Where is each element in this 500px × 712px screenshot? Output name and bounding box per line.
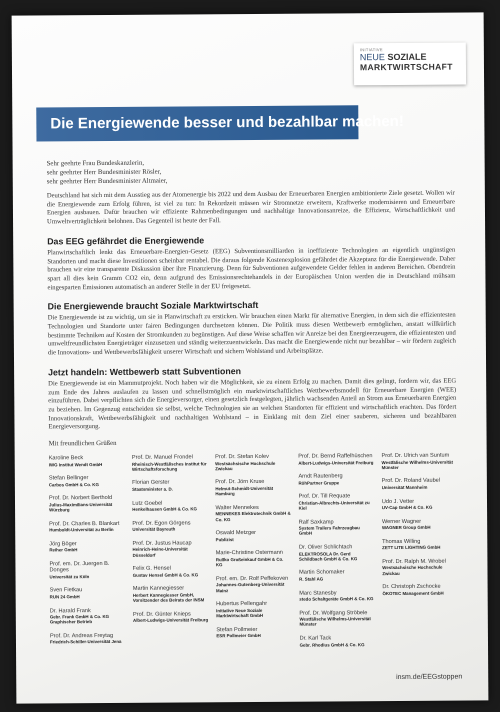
signatory-name: Lutz Goebel (132, 500, 163, 507)
signatory-name: Arndt Rautenberg (298, 473, 343, 480)
signatory (215, 505, 290, 523)
signatory-organization: System Trailers Fahrzeugbau GmbH (298, 525, 360, 537)
signatory-name: Werner Wagner (381, 518, 422, 525)
signatory-organization: Carbos GmbH & Co. KG (48, 481, 99, 488)
signatory (300, 635, 375, 647)
section-heading: Jetzt handeln: Wettbewerb statt Subventionen (48, 365, 242, 378)
signatory-organization: Westfälische Wilhelms-Universität Münster (299, 616, 371, 628)
section-paragraph: Die Energiewende ist zu wichtig, um sie in Planwirtschaft zu ersticken. Wir brauchen einen Markt für alternative Energien, in dem sich die effizientesten Technologien und Standorte unter fairen Bedingungen durchsetzen können. Die Politik muss diesen Wettbewerb ermöglichen, anstatt willkürlich bestimmte Techniken auf Kosten der Stromkunden zu begünstigen. Auf diese Weise schaffen wir Anreize bei den Energieerzeugern, die effizientesten und umweltfreundlichsten Energieträger einzusetzen und ständig weiterzuentwickeln. Das macht die Energiewende nicht nur bezahlbar – wir fördern zugleich die Innovations- und Wettbewerbsfähigkeit unserer Wirtschaft und sichern Wohlstand und Arbeitsplätze. (47, 311, 456, 357)
signatory-name: Prof. Dr. Bernd Raffelhüschen (298, 453, 373, 460)
signatory (299, 570, 374, 582)
campaign-link[interactable]: insm.de/EEGstoppen (396, 673, 463, 681)
signatory-name: Ralf Saxkamp (298, 519, 334, 526)
signatory-name: Thomas Willing (382, 538, 421, 545)
signatory (382, 478, 457, 490)
signatory (50, 607, 125, 625)
signatory (299, 610, 374, 628)
signatory-name: Dr. Harald Frank (49, 607, 91, 614)
signatory-name: Felix G. Hensel (132, 565, 171, 572)
signatory-grid (49, 453, 458, 658)
signatory (216, 575, 291, 593)
salutation: Sehr geehrte Frau Bundeskanzlerin, sehr geehrter Herr Bundesminister Rösler, sehr geehrter Herr Bundesminister Altmaier, (46, 159, 168, 186)
signatory-organization: ZETT LITE LIGHTING GmbH (382, 544, 441, 551)
letter-sheet (12, 12, 489, 703)
signatory (216, 626, 291, 638)
signatory-organization: Julius-Maximilians-Universität Würzburg (49, 501, 113, 513)
signatory (133, 586, 208, 604)
logo-line-2: MARKTWIRTSCHAFT (359, 61, 453, 73)
signatory-organization: MENNEKES Elektrotechnik GmbH & Co. KG (215, 511, 291, 522)
signatory (49, 455, 124, 467)
letter-body (47, 157, 458, 658)
signatory (299, 590, 374, 602)
signatory-organization: Publizist (215, 536, 234, 542)
signatory (132, 454, 207, 472)
signatory-name: Hubertus Pellengahr (216, 600, 268, 608)
signatory-organization: Christian-Albrechts-Universität zu Kiel (298, 499, 370, 511)
signatory (299, 519, 374, 537)
signatory-name: Dr. Karl Tack (299, 635, 332, 642)
signatory-organization: Herbert Kannegiesser GmbH, Vorsitzender des Beirats der INSM (132, 592, 205, 603)
signatory-organization: Reiher GmbH (49, 547, 78, 553)
signatory-name: Prof. Dr. Manuel Frondel (131, 454, 193, 461)
section-paragraph: Die Energiewende ist ein Mammutprojekt. Noch haben wir die Möglichkeit, sie zu einem Erfolg zu machen. Damit dies gelingt, fordern wir, das EEG zum Ende des Jahres auslaufen zu lassen und schnellstmöglich ein marktwirtschaftliches Wettbewerbsmodell für Erneuerbare Energien (WEE) einzuführen. Dabei verpflichten sich die Energieversorger, einen gesetzlich festgelegten, jährlich wachsenden Anteil an Strom aus Erneuerbaren Energien zu beziehen. Im Gegenzug entscheiden sie selbst, welche Technologien sie an welchen Standorten für effizient und wirtschaftlich erachten. Das fördert Innovationskraft, Wettbewerbsfähigkeit und nachhaltigen Wohlstand – in Einklang mit dem Ziel einer sauberen, sicheren und bezahlbaren Energieversorgung. (48, 377, 457, 431)
signatory-name: Marc Stanesby (299, 589, 337, 597)
signatory-column (49, 455, 126, 658)
signatory-column (298, 453, 375, 656)
signatory-name: Stefan Pollmeier (216, 626, 258, 633)
signatory (298, 473, 373, 485)
signatory-organization: Westfälische Wilhelms-Universität Münster (381, 459, 453, 470)
signatory-name: Prof. Dr. Roland Vaubel (381, 478, 441, 485)
signatory-name: Udo J. Vetter (381, 498, 415, 505)
signatory-name: Prof. Dr. Till Requate (298, 493, 351, 500)
signatory-organization: ESR Pollmeier GmbH (216, 632, 261, 639)
signatory (382, 538, 457, 550)
signatory-organization: Westsächsische Hochschule Zwickau (382, 564, 443, 576)
signatory (133, 611, 208, 623)
signatory (382, 558, 457, 576)
signatory (382, 518, 457, 530)
signatory-name: Prof. Dr. Ralph M. Wrobel (382, 558, 446, 565)
closing-greeting: Mit freundlichen Grüßen (48, 439, 117, 448)
signatory-name: Prof. Dr. Ulrich van Suntum (381, 452, 450, 460)
signatory (216, 550, 291, 568)
signatory-organization: Gebr. Rhodius GmbH & Co. KG (299, 641, 365, 648)
logo-small-text: INITIATIVE (359, 47, 383, 53)
intro-paragraph: Deutschland hat sich mit dem Ausstieg aus der Atomenergie bis 2022 und dem Ausbau der Erneuerbaren Energien ambitionierte Ziele gesetzt. Wollen wir die Energiewende zum Erfolg führen, ist viel zu tun: In Rekordzeit müssen wir Stromnetze erweitern, Kraftwerke modernisieren und Erneuerbare Energien ausbauen. Dafür brauchen wir effiziente Rahmenbedingungen und nachhaltige Innovationsanreize, die Effizienz, Wirtschaftlichkeit und Umweltverträglichkeit belohnen. Das Gegenteil ist heute der Fall. (46, 189, 455, 226)
signatory-organization: Universität zu Köln (49, 573, 90, 580)
signatory-name: Stefan Bellinger (48, 475, 89, 482)
signatory (50, 587, 125, 599)
signatory-column (381, 453, 458, 656)
signatory-name: Sven Fietkau (49, 587, 83, 594)
insm-logo (354, 42, 466, 85)
signatory-organization: ELEKTROSOLA Dr. Gerd Schildbach GmbH & Co. KG (298, 550, 358, 562)
signatory (49, 521, 124, 533)
signatory-name: Prof. Dr. Charles B. Blankart (49, 520, 120, 528)
signatory-organization: Rullko Großeinkauf GmbH & Co. KG (215, 556, 284, 568)
signatory-organization: Albert-Ludwigs-Universität Freiburg (298, 459, 374, 466)
signatory-organization: UV-Cap GmbH & Co. KG (381, 504, 433, 511)
signatory (49, 475, 124, 487)
section-heading: Das EEG gefährdet die Energiewende (47, 235, 205, 247)
signatory-name: Prof. Dr. Stefan Kolev (215, 453, 269, 461)
signatory-organization: Gebr. Frank GmbH & Co. KG Graphischer Betrieb (49, 614, 110, 625)
signatory-organization: Initiative Neue Soziale Marktwirtschaft GmbH (216, 607, 264, 619)
signatory-name: Martin Schomaker (299, 569, 345, 577)
signatory-organization: Friedrich-Schiller-Universität Jena (49, 639, 122, 645)
signatory (215, 479, 290, 497)
signatory-name: Prof. Dr. Egon Görgens (132, 520, 191, 527)
signatory (49, 541, 124, 553)
signatory-organization: stedo Schaltgeräte GmbH & Co. KG (299, 596, 374, 602)
signatory-name: Martin Kannegiesser (132, 585, 185, 593)
signatory-organization: Humboldt-Universität zu Berlin (49, 527, 114, 533)
signatory-name: Karoline Beck (48, 455, 84, 462)
signatory-name: Prof. Dr. Norbert Berthold (48, 495, 113, 502)
signatory-name: Florian Gerster (132, 480, 170, 487)
signatory-name: Marie-Christine Ostermann (215, 550, 283, 557)
signatory-name: Prof. em. Dr. Rolf Peffekoven (215, 575, 289, 582)
logo-line-1: NEUE SOZIALE (359, 51, 427, 63)
signatory-organization: Gustav Hensel GmbH & Co. KG (132, 571, 199, 578)
signatory (132, 500, 207, 512)
signatory-name: Prof. Dr. Andreas Freytag (49, 632, 114, 640)
signatory-organization: Staatsminister a. D. (132, 486, 173, 492)
signatory (50, 633, 125, 645)
signatory (132, 480, 207, 492)
signatory (299, 493, 374, 511)
signatory (49, 495, 124, 513)
headline-banner: Die Energiewende besser und bezahlbar machen! (36, 105, 358, 141)
signatory-organization: Helmut-Schmidt-Universität Hamburg (215, 485, 274, 497)
signatory-column (215, 454, 292, 657)
signatory-name: Dr. Christoph Zschocke (382, 583, 441, 591)
signatory (299, 544, 374, 562)
signatory (382, 584, 457, 596)
signatory-name: Oswald Metzger (215, 530, 257, 537)
signatory-organization: Westsächsische Hochschule Zwickau (215, 460, 276, 472)
signatory (216, 530, 291, 542)
signatory-name: Prof. Dr. Günter Knieps (132, 611, 191, 618)
signatory-organization: Albert-Ludwigs-Universität Freiburg (133, 617, 209, 623)
signatory-name: Prof. em. Dr. Juergen B. Donges (49, 560, 110, 574)
signatory-organization: Universität Bayreuth (132, 526, 176, 532)
signatory-organization: Henkelhausen GmbH & Co. KG (132, 506, 197, 512)
signatory-column (132, 454, 209, 657)
signatory (382, 498, 457, 510)
signatory-name: Walter Mennekes (215, 504, 259, 512)
signatory-name: Prof. Dr. Wolfgang Ströbele (299, 609, 368, 617)
signatory-organization: ÖKOTEC Management GmbH (382, 590, 444, 596)
signatory-organization: R. Stahl AG (299, 576, 324, 582)
signatory-name: Dr. Oliver Schlichtach (298, 544, 353, 551)
signatory-organization: WAGNER Group GmbH (381, 524, 431, 531)
signatory-name: Jörg Böger (49, 540, 77, 548)
section-heading: Die Energiewende braucht Soziale Marktwirtschaft (47, 300, 259, 312)
signatory-organization: Rheinisch-Westfälisches Institut für Wirtschaftsforschung (131, 460, 207, 472)
signatory-organization: RöhPartner Gruppe (298, 480, 340, 486)
signatory (133, 565, 208, 577)
signatory-organization: Heinrich-Heine-Universität Düsseldorf (132, 546, 188, 558)
signatory-name: Prof. Dr. Jörn Kruse (215, 479, 265, 486)
signatory-name: Prof. Dr. Justus Haucap (132, 540, 192, 547)
signatory (216, 601, 291, 619)
signatory-organization: RUN 24 GmbH (49, 594, 80, 600)
signatory-organization: Universität Mannheim (381, 484, 428, 491)
signatory-organization: Johannes-Gutenberg-Universität Mainz (215, 581, 285, 593)
section-paragraph: Planwirtschaftlich lenkt das Erneuerbare-Energien-Gesetz (EEG) Subventionsmilliarden in ineffiziente Technologien an eigentlich ungünstigen Standorten und macht diese Investitionen scheinbar rentabel. Die daraus folgende Kostenexplosion gefährdet die Akzeptanz für die Energiewende. Daher brauchen wir eine transparente Diskussion über ihre Finanzierung. Denn für Subventionen aufgewendete Gelder fehlen in anderen Bereichen. Obendrein spart all dies kein Gramm CO2 ein, denn aufgrund des Emissionsrechtehandels in der Europäischen Union werden die in Deutschland mühsam eingesparten Emissionen automatisch an anderer Stelle in der EU freigesetzt. (47, 246, 456, 292)
signatory (381, 453, 456, 471)
signatory (132, 540, 207, 558)
signatory (132, 520, 207, 532)
signatory-organization: IWG Institut Wendt GmbH (48, 461, 103, 467)
signatory (298, 453, 373, 465)
signatory (49, 561, 124, 580)
signatory (215, 454, 290, 472)
